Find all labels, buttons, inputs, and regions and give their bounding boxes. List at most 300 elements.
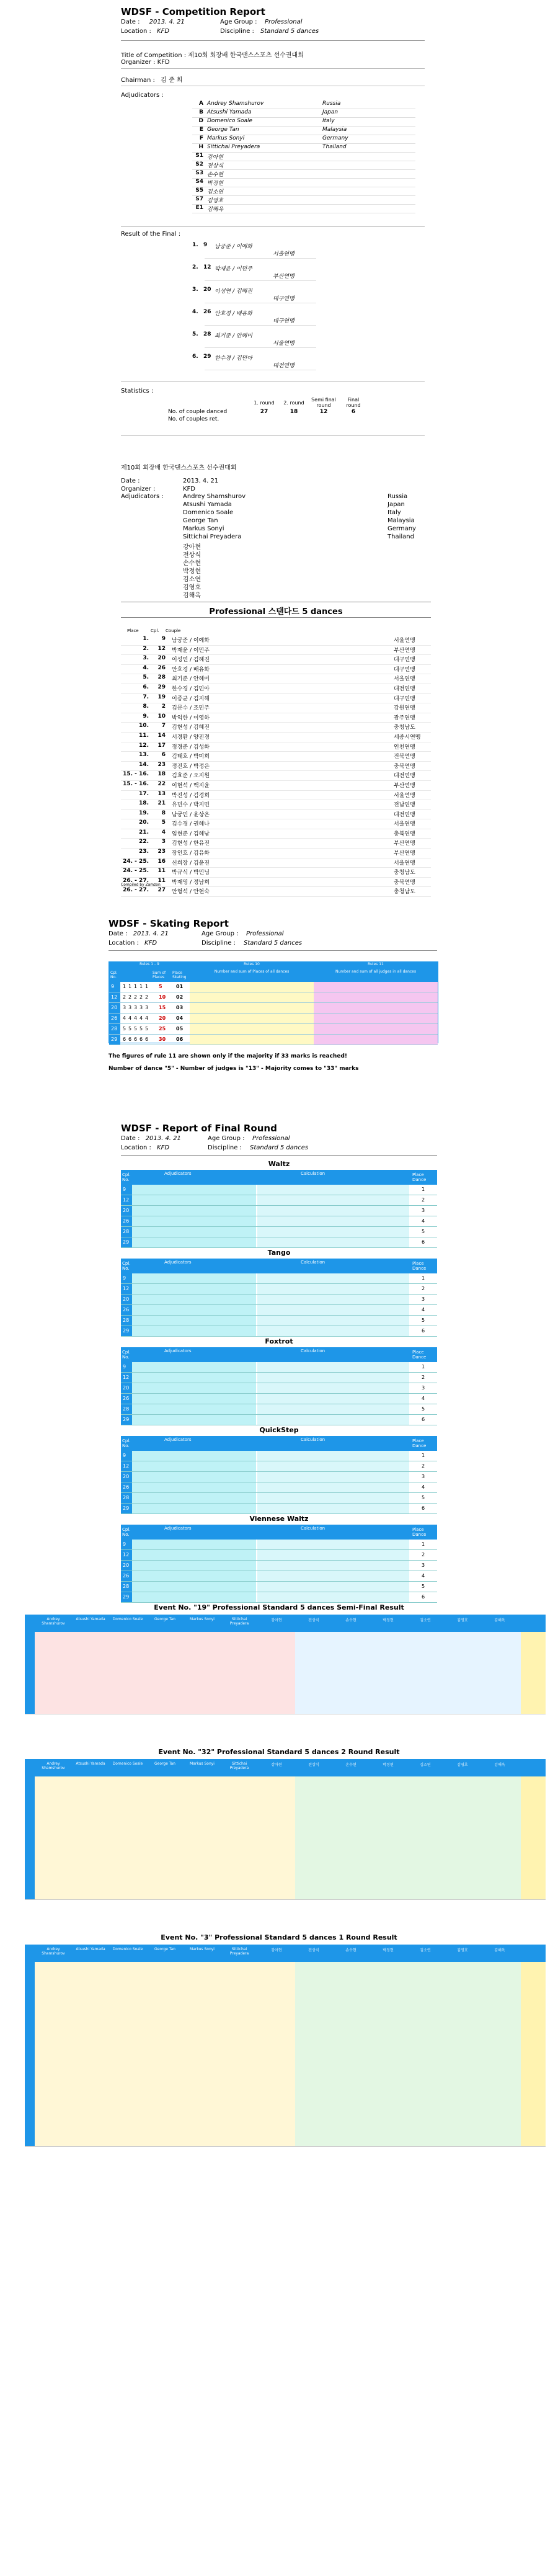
final-row	[192, 309, 415, 331]
event-row-band2	[295, 1707, 521, 1714]
location-value: KFD	[157, 28, 170, 35]
dance-calc-cells	[257, 1284, 409, 1294]
sk-val: 1	[134, 984, 138, 989]
sk-r11-cells	[314, 1024, 438, 1034]
skating-row	[109, 1035, 438, 1045]
list-adj-name: Markus Sonyi	[183, 525, 224, 532]
dance-cpl: 29	[123, 1594, 130, 1600]
event-row-band	[35, 1852, 295, 1858]
dance-h-place: Place Dance	[412, 1527, 427, 1537]
list-adj-name: 김영호	[183, 584, 201, 591]
list-place: 3.	[143, 655, 149, 662]
title-comp-value: 제10회 회장배 한국댄스스포츠 선수권대회	[188, 52, 304, 59]
event-row-total	[521, 1982, 546, 1989]
dance-block	[121, 1249, 437, 1337]
list-couple: 이성연 / 김혜진	[172, 657, 210, 664]
event-row-total	[521, 2133, 546, 2139]
event-row-total	[521, 1831, 546, 1838]
dance-row	[121, 1316, 437, 1326]
final-no: 9	[203, 242, 208, 248]
sk-cpl: 28	[111, 1026, 118, 1032]
dance-h-adj: Adjudicators	[164, 1437, 192, 1442]
event-row-band	[35, 1666, 295, 1673]
skating-row	[109, 982, 438, 992]
list-couple: 유민수 / 박지민	[172, 802, 210, 809]
list-adj-label: Adjudicators :	[121, 493, 164, 500]
list-couple: 박익한 / 이영하	[172, 715, 210, 721]
sk-val: 2	[134, 994, 138, 1000]
list-couple: 김태호 / 박미희	[172, 754, 210, 760]
event-row-band2	[295, 1996, 521, 2003]
divider	[121, 68, 425, 69]
dance-place: 4	[422, 1396, 425, 1401]
dance-place: 6	[422, 1594, 425, 1600]
list-adj-row	[183, 533, 443, 541]
list-place: 8.	[143, 703, 149, 710]
final-couple: 박재윤 / 이민주	[215, 266, 252, 272]
dance-adj-cells	[132, 1373, 256, 1383]
sk-cpl: 12	[111, 994, 118, 1000]
dance-calc-cells	[257, 1273, 409, 1283]
dance-calc-cells	[257, 1550, 409, 1560]
list-adj-name: George Tan	[183, 517, 218, 524]
event-row-band	[35, 2139, 295, 2146]
final-no: 20	[203, 287, 211, 293]
list-place: 20.	[139, 819, 149, 826]
stats-table	[167, 397, 368, 423]
event-row-band2	[295, 1989, 521, 1996]
event-row-band2	[295, 2057, 521, 2064]
event-row-total	[521, 1838, 546, 1845]
dance-row	[121, 1284, 437, 1295]
event-row-no	[25, 2112, 35, 2119]
stats-head: Final round	[346, 397, 361, 408]
fr-disc: Standard 5 dances	[250, 1144, 309, 1151]
event-row-band2	[295, 1817, 521, 1824]
dance-name: QuickStep	[259, 1426, 299, 1434]
skating-row	[109, 1014, 438, 1024]
sk-header	[109, 968, 438, 982]
dance-calc-cells	[257, 1493, 409, 1503]
dance-adj-cells	[132, 1227, 256, 1237]
list-city: 대구연맹	[394, 666, 415, 673]
event-judge: 강아현	[271, 1618, 282, 1623]
event-row-no	[25, 1865, 35, 1872]
list-couple: 신희장 / 김윤진	[172, 860, 210, 867]
event-row-band2	[295, 1811, 521, 1817]
event-row-band	[35, 1962, 295, 1969]
list-adj-country: Japan	[388, 501, 405, 508]
dance-adj-cells	[132, 1206, 256, 1216]
list-row	[121, 878, 431, 888]
dance-calc-cells	[257, 1415, 409, 1425]
dance-cpl: 26	[123, 1484, 130, 1490]
event-row-no	[25, 2023, 35, 2030]
event-row-band2	[295, 2017, 521, 2023]
event-row-band2	[295, 1879, 521, 1886]
list-no: 2	[161, 703, 166, 710]
event-row-total	[521, 1886, 546, 1892]
final-city: 대구연맹	[273, 318, 294, 324]
adjudicator-code: S3	[195, 170, 203, 176]
dance-calc-cells	[257, 1582, 409, 1592]
stats-value: 12	[319, 409, 328, 415]
list-row	[121, 791, 431, 801]
event-row-no	[25, 1838, 35, 1845]
event-row-no	[25, 2139, 35, 2146]
event-row-total	[521, 2119, 546, 2126]
dance-adj-cells	[132, 1216, 256, 1226]
event-row-total	[521, 2078, 546, 2085]
list-adj-name: 강아현	[183, 544, 201, 551]
list-place: 12.	[139, 742, 149, 749]
list-couple: 최기준 / 안혜미	[172, 676, 210, 683]
fr-date-label: Date :	[121, 1135, 140, 1142]
event-judge: 전상식	[308, 1618, 319, 1623]
event-row-band2	[295, 2051, 521, 2057]
event-row-band	[35, 2085, 295, 2092]
skating-row	[109, 1024, 438, 1035]
sk-val: 4	[145, 1015, 149, 1021]
event-row-total	[521, 2064, 546, 2071]
final-place: 4.	[192, 309, 198, 315]
event-judge: 김영호	[457, 1618, 468, 1623]
sk-sum: 5	[159, 984, 162, 989]
sk-sum: 10	[159, 994, 166, 1000]
final-place: 6.	[192, 354, 198, 360]
dance-adj-cells	[132, 1550, 256, 1560]
event-row-band	[35, 1838, 295, 1845]
list-row	[121, 674, 431, 684]
dance-header	[121, 1436, 437, 1451]
event-row-band2	[295, 2139, 521, 2146]
event-row-band2	[295, 2078, 521, 2085]
dance-row	[121, 1504, 437, 1514]
dance-block	[121, 1426, 437, 1515]
dance-cpl: 20	[123, 1562, 130, 1568]
event-row-band	[35, 1707, 295, 1714]
event-judge: 강아현	[271, 1763, 282, 1767]
sk-sum: 15	[159, 1005, 166, 1010]
adjudicator-row	[192, 135, 415, 144]
list-no: 28	[157, 674, 166, 681]
sk-val: 1	[123, 984, 126, 989]
divider	[108, 950, 437, 951]
list-place: 6.	[143, 684, 149, 690]
list-city: 충북연맹	[394, 763, 415, 770]
dance-adj-cells	[132, 1383, 256, 1393]
event-row-band2	[295, 1838, 521, 1845]
list-place: 1.	[143, 636, 149, 642]
event-row-band	[35, 1811, 295, 1817]
list-adj-row	[183, 501, 443, 509]
event-row-no	[25, 2064, 35, 2071]
event-row-total	[521, 1693, 546, 1700]
event-row-total	[521, 1976, 546, 1982]
event-row-band2	[295, 1892, 521, 1899]
dance-place: 2	[422, 1375, 425, 1380]
dance-cpl: 28	[123, 1229, 130, 1234]
final-no: 12	[203, 264, 211, 270]
list-no: 23	[157, 849, 166, 855]
event-row-no	[25, 1693, 35, 1700]
dance-place: 3	[422, 1562, 425, 1568]
adjudicators-label: Adjudicators :	[121, 92, 164, 99]
event-row-no	[25, 1872, 35, 1879]
event-row-no	[25, 1989, 35, 1996]
event-row-band	[35, 2119, 295, 2126]
dance-row	[121, 1493, 437, 1504]
dance-place: 3	[422, 1385, 425, 1391]
event-row-band	[35, 1996, 295, 2003]
list-city: 충청남도	[394, 724, 415, 731]
event-row-band	[35, 1646, 295, 1652]
sk-loc: KFD	[144, 940, 157, 947]
event-row-total	[521, 1989, 546, 1996]
event-row-band	[35, 1776, 295, 1783]
dance-cpl: 20	[123, 1474, 130, 1479]
sk-val: 5	[134, 1026, 138, 1032]
adjudicator-row	[192, 100, 415, 109]
dance-calc-cells	[257, 1227, 409, 1237]
list-no: 7	[161, 723, 166, 729]
adjudicator-country: Thailand	[322, 144, 347, 150]
list-row	[121, 762, 431, 772]
event-judge: Sittichai Preyadera	[229, 1947, 249, 1956]
list-adjudicators	[183, 493, 443, 598]
dance-h-calc: Calculation	[301, 1260, 326, 1265]
event-row-band2	[295, 2030, 521, 2037]
event-row-total	[521, 1707, 546, 1714]
dance-header	[121, 1170, 437, 1185]
event-row-total	[521, 1892, 546, 1899]
dance-h-adj: Adjudicators	[164, 1348, 192, 1353]
dance-row	[121, 1326, 437, 1337]
list-row	[121, 810, 431, 820]
dance-cpl: 9	[123, 1453, 126, 1458]
list-no: 18	[157, 771, 166, 778]
list-no: 14	[157, 732, 166, 739]
stats-value: 18	[290, 409, 298, 415]
list-row	[121, 839, 431, 849]
adjudicator-row	[192, 161, 415, 170]
head-place: Place	[127, 628, 139, 633]
dance-row	[121, 1550, 437, 1561]
list-couple: 안형석 / 안현숙	[172, 889, 210, 896]
fr-loc: KFD	[157, 1144, 170, 1151]
dance-place: 4	[422, 1218, 425, 1224]
adjudicator-name: Atsushi Yamada	[207, 109, 252, 115]
event-row-band2	[295, 1797, 521, 1804]
dance-calc-cells	[257, 1592, 409, 1602]
dance-h-cpl: Cpl. No.	[122, 1261, 131, 1271]
sk-loc-label: Location :	[108, 940, 139, 947]
sk-h-cpl: Cpl. No.	[110, 971, 118, 979]
sk-val: 3	[145, 1005, 149, 1010]
dance-adj-cells	[132, 1326, 256, 1336]
list-adj-name: Domenico Soale	[183, 509, 234, 516]
sk-val: 4	[134, 1015, 138, 1021]
dance-place: 5	[422, 1229, 425, 1234]
dance-row	[121, 1415, 437, 1425]
list-row	[121, 733, 431, 742]
list-couple: 박규식 / 박민님	[172, 870, 210, 876]
dance-place: 2	[422, 1286, 425, 1291]
list-no: 13	[157, 790, 166, 797]
list-city: 부산연맹	[394, 782, 415, 789]
list-couple: 이현석 / 백지윤	[172, 782, 210, 789]
skating-row	[109, 1003, 438, 1014]
divider	[205, 280, 316, 281]
list-city: 세종시연맹	[394, 734, 421, 741]
event-row-band	[35, 1652, 295, 1659]
dance-adj-cells	[132, 1185, 256, 1195]
dance-row	[121, 1305, 437, 1316]
list-row	[121, 665, 431, 675]
sk-r10-cells	[190, 982, 314, 992]
dance-calc-cells	[257, 1394, 409, 1404]
event-row-no	[25, 1969, 35, 1976]
event-row-band2	[295, 2023, 521, 2030]
discipline-value: Standard 5 dances	[260, 28, 319, 35]
event-row-band2	[295, 1673, 521, 1680]
dance-calc-cells	[257, 1383, 409, 1393]
sk-r11-cells	[314, 1014, 438, 1023]
event-judge: 김소연	[420, 1948, 431, 1953]
event-row-no	[25, 1646, 35, 1652]
sk-val: 6	[123, 1036, 126, 1042]
divider	[121, 617, 431, 618]
event-row-no	[25, 1886, 35, 1892]
event-judge: 박정현	[383, 1763, 394, 1767]
dance-place: 5	[422, 1584, 425, 1589]
dance-cpl: 26	[123, 1218, 130, 1224]
event-row-total	[521, 1776, 546, 1783]
date-label: Date :	[121, 19, 140, 25]
dance-adj-cells	[132, 1493, 256, 1503]
stats-value	[249, 416, 279, 423]
final-row	[192, 242, 415, 264]
age-label: Age Group :	[220, 19, 257, 25]
stats-value	[279, 416, 309, 423]
list-couple: 장인호 / 김유화	[172, 850, 210, 857]
event-row-no	[25, 2105, 35, 2112]
adjudicator-name: 강아현	[207, 154, 224, 161]
event-row-total	[521, 2057, 546, 2064]
dance-name: Waltz	[268, 1160, 290, 1168]
event-judge: Domenico Soale	[112, 1947, 143, 1951]
list-adj-name: 손수현	[183, 560, 201, 567]
adjudicator-name: Domenico Soale	[207, 118, 253, 124]
sk-val: 4	[140, 1015, 143, 1021]
divider	[205, 325, 316, 326]
dance-cpl: 29	[123, 1239, 130, 1245]
event-row-band2	[295, 1969, 521, 1976]
result-rows	[121, 636, 431, 897]
list-couple: 안호경 / 배유화	[172, 666, 210, 673]
list-place: 18.	[139, 800, 149, 807]
list-no: 19	[157, 693, 166, 700]
event-row-band	[35, 2133, 295, 2139]
list-couple: 한수경 / 김민아	[172, 685, 210, 692]
list-no: 27	[157, 887, 166, 894]
sk-val: 2	[123, 994, 126, 1000]
adjudicator-code: E	[199, 127, 203, 133]
event-row-band	[35, 2098, 295, 2105]
event-row-no	[25, 1783, 35, 1790]
adjudicator-code: S5	[195, 187, 203, 194]
list-city: 광주연맹	[394, 715, 415, 721]
list-row	[121, 829, 431, 839]
event-judge: 손수현	[345, 1948, 356, 1953]
event-row-no	[25, 1659, 35, 1666]
list-no: 10	[157, 713, 166, 720]
list-place: 13.	[139, 752, 149, 759]
sk-val: 3	[134, 1005, 138, 1010]
divider	[121, 435, 425, 436]
dance-h-adj: Adjudicators	[164, 1526, 192, 1531]
list-place: 22.	[139, 839, 149, 845]
list-couple: 서경환 / 양진경	[172, 734, 210, 741]
event-row-band	[35, 1700, 295, 1707]
dance-row	[121, 1592, 437, 1603]
final-row	[192, 287, 415, 309]
list-city: 서울연맹	[394, 638, 415, 644]
dance-calc-cells	[257, 1216, 409, 1226]
event-judge: 김소연	[420, 1618, 431, 1623]
dance-h-cpl: Cpl. No.	[122, 1527, 131, 1537]
event-row-band	[35, 2112, 295, 2119]
adjudicator-code: F	[199, 135, 203, 141]
list-no: 3	[161, 839, 166, 845]
adjudicator-row	[192, 118, 415, 127]
dance-calc-cells	[257, 1295, 409, 1304]
dance-adj-cells	[132, 1540, 256, 1549]
list-place: 15. - 16.	[123, 771, 149, 778]
dance-row	[121, 1206, 437, 1216]
list-row	[121, 868, 431, 878]
dance-name: Foxtrot	[265, 1337, 293, 1345]
event-row-total	[521, 2017, 546, 2023]
list-row	[121, 684, 431, 694]
event-row	[25, 1892, 546, 1900]
list-place: 21.	[139, 829, 149, 836]
adjudicator-country: Malaysia	[322, 127, 347, 133]
event-judge: 전상식	[308, 1763, 319, 1767]
event-row-band	[35, 1858, 295, 1865]
final-label: Result of the Final :	[121, 231, 181, 238]
final-city: 부산연맹	[273, 274, 294, 280]
event-row-band	[35, 1879, 295, 1886]
sk-h-num2: Number and sum of all judges in all dances	[335, 969, 416, 974]
adjudicator-code: A	[199, 100, 203, 107]
dance-place: 1	[422, 1275, 425, 1281]
sk-val: 3	[140, 1005, 143, 1010]
event-judge: Atsushi Yamada	[76, 1947, 105, 1951]
event-grid	[25, 1776, 546, 1899]
event-row-band2	[295, 1680, 521, 1687]
dance-adj-cells	[132, 1504, 256, 1513]
adjudicator-name: 김소연	[207, 189, 224, 195]
dance-place: 2	[422, 1463, 425, 1469]
event-row-band2	[295, 2092, 521, 2098]
event-row-no	[25, 1824, 35, 1831]
discipline-label: Discipline :	[220, 28, 254, 35]
final-city: 대구연맹	[273, 296, 294, 302]
head-cpl: Cpl.	[151, 628, 159, 633]
event-judge: Andrey Shamshurov	[42, 1762, 65, 1770]
list-place: 24. - 25.	[123, 868, 149, 875]
